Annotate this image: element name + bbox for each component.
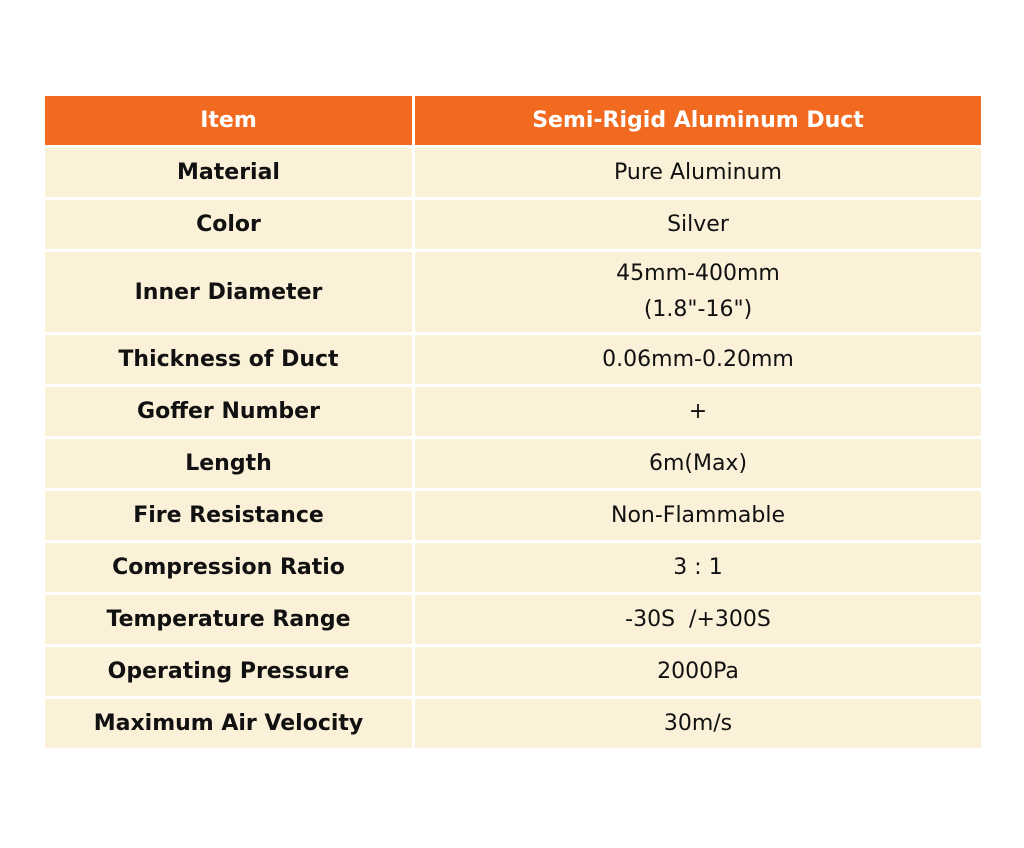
table-row [45, 699, 981, 748]
table-row [45, 595, 981, 647]
table-header [45, 96, 981, 148]
row-label-material: Material [45, 148, 415, 200]
table-row [45, 491, 981, 543]
table-row [45, 148, 981, 200]
header-item: Item [45, 96, 415, 148]
row-label-fire-resistance: Fire Resistance [45, 491, 415, 543]
row-value-color: Silver [415, 200, 981, 252]
table-row [45, 335, 981, 387]
table-row [45, 252, 981, 335]
row-label-length: Length [45, 439, 415, 491]
row-value-inner-diameter [415, 252, 981, 335]
row-label-operating-pressure: Operating Pressure [45, 647, 415, 699]
row-label-temperature-range: Temperature Range [45, 595, 415, 647]
row-value-length: 6m(Max) [415, 439, 981, 491]
table-body [45, 148, 981, 748]
row-value-max-air-velocity: 30m/s [415, 699, 981, 748]
inner-diameter-imperial: (1.8"-16") [643, 297, 753, 322]
row-label-thickness: Thickness of Duct [45, 335, 415, 387]
table-row [45, 387, 981, 439]
row-label-color: Color [45, 200, 415, 252]
table-row [45, 200, 981, 252]
header-product: Semi-Rigid Aluminum Duct [415, 96, 981, 148]
row-value-fire-resistance: Non-Flammable [415, 491, 981, 543]
row-value-operating-pressure: 2000Pa [415, 647, 981, 699]
row-label-goffer-number: Goffer Number [45, 387, 415, 439]
row-value-temperature-range: -30S /+300S [415, 595, 981, 647]
row-value-material: Pure Aluminum [415, 148, 981, 200]
inner-diameter-metric: 45mm-400mm [616, 261, 780, 286]
row-value-compression-ratio: 3 : 1 [415, 543, 981, 595]
table-row [45, 439, 981, 491]
header-row [45, 96, 981, 148]
table-row [45, 647, 981, 699]
row-label-compression-ratio: Compression Ratio [45, 543, 415, 595]
row-value-goffer-number: + [415, 387, 981, 439]
row-label-inner-diameter: Inner Diameter [45, 252, 415, 335]
row-value-thickness: 0.06mm-0.20mm [415, 335, 981, 387]
spec-table [45, 96, 981, 748]
row-label-max-air-velocity: Maximum Air Velocity [45, 699, 415, 748]
table-row [45, 543, 981, 595]
